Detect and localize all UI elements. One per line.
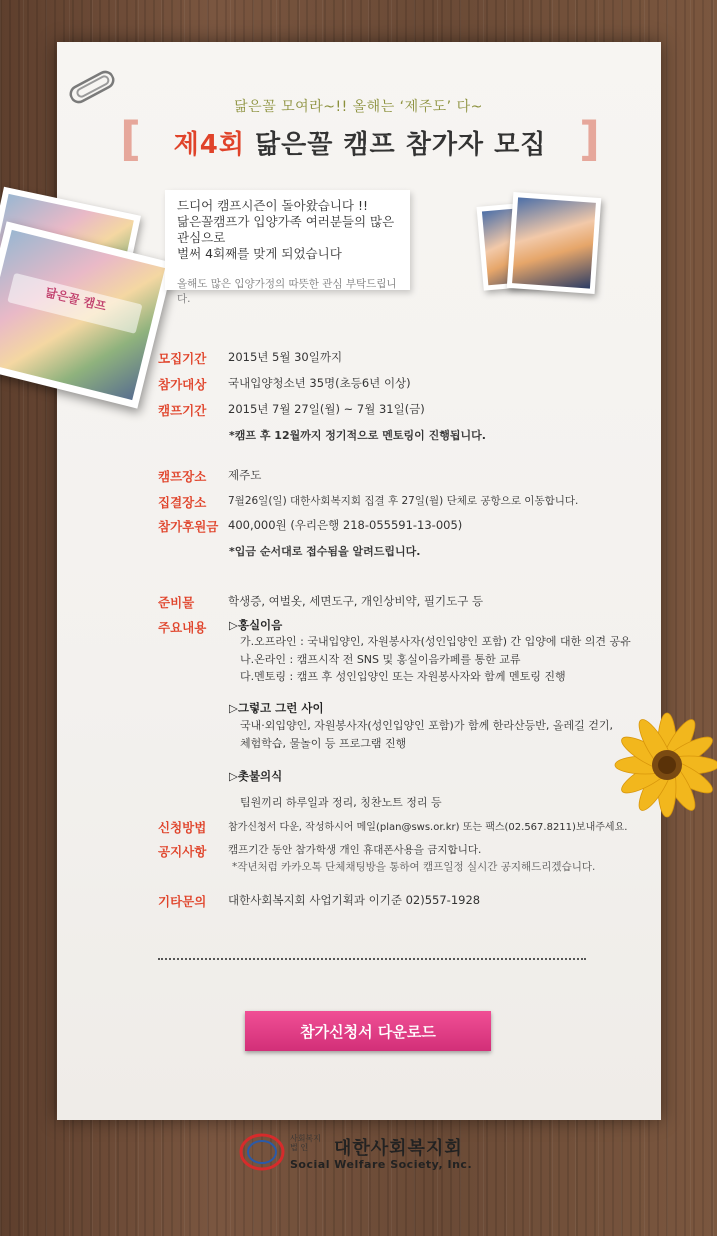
target-value: 국내입양청소년 35명(초등6년 이상) <box>228 376 411 390</box>
section-item: 체험학습, 물놀이 등 프로그램 진행 <box>240 737 407 750</box>
contact-label: 기타문의 <box>158 894 207 909</box>
intro-box <box>165 190 410 305</box>
period-label: 캠프기간 <box>158 403 207 418</box>
sunflower-icon <box>612 710 717 820</box>
camp-photo-stack-left <box>0 200 160 410</box>
bracket-right: ] <box>578 112 600 166</box>
section-item: 다.멘토링 : 캠프 후 성인입양인 또는 자원봉사자와 함께 멘토링 진행 <box>240 670 566 683</box>
section-item: 나.온라인 : 캠프시작 전 SNS 및 홍실이음카페를 통한 교류 <box>240 653 521 666</box>
fee-value: 400,000원 (우리은행 218-055591-13-005) <box>228 518 463 532</box>
section-item: 국내·외입양인, 자원봉사자(성인입양인 포함)가 함께 한라산등반, 올레길 걷기, <box>240 719 613 732</box>
prep-label: 준비물 <box>158 595 195 610</box>
subtitle: 닮은꼴 모여라~!! 올해는 ‘제주도’ 다~ <box>234 99 483 115</box>
intro-line: 닮은꼴캠프가 입양가족 여러분들의 많은 관심으로 <box>177 214 395 245</box>
recruit-value: 2015년 5월 30일까지 <box>228 350 343 364</box>
meet-value: 7월26일(일) 대한사회복지회 집결 후 27일(월) 단체로 공항으로 이동합니다. <box>228 495 579 507</box>
title-rest: 닮은꼴 캠프 참가자 모집 <box>244 130 547 160</box>
period-value: 2015년 7월 27일(월) ~ 7월 31일(금) <box>228 402 425 416</box>
fee-label: 참가후원금 <box>158 519 219 534</box>
sws-logo[interactable] <box>238 1128 498 1178</box>
contact-value: 대한사회복지회 사업기획과 이기준 02)557-1928 <box>228 893 481 907</box>
notice-label: 공지사항 <box>158 844 207 859</box>
meet-label: 집결장소 <box>158 495 207 510</box>
dotted-divider <box>158 958 586 960</box>
period-note: *캠프 후 12월까지 정기적으로 멘토링이 진행됩니다. <box>229 429 486 442</box>
title-text <box>158 124 562 161</box>
notice-note: *작년처럼 카카오톡 단체채팅방을 통하여 캠프일정 실시간 공지해드리겠습니다. <box>232 861 596 873</box>
place-label: 캠프장소 <box>158 469 207 484</box>
intro-line: 벌써 4회째를 맞게 되었습니다 <box>177 246 342 261</box>
target-label: 참가대상 <box>158 377 207 392</box>
section-head: ▷그렇고 그런 사이 <box>229 701 324 715</box>
apply-value: 참가신청서 다운, 작성하시어 메일(plan@sws.or.kr) 또는 팩스(02.567.8211)보내주세요. <box>228 822 628 833</box>
fee-note: *입금 순서대로 접수됨을 알려드립니다. <box>229 545 421 558</box>
sws-logo-icon <box>238 1132 288 1172</box>
logo-korean: 대한사회복지회 <box>334 1138 463 1159</box>
page-title <box>120 112 600 166</box>
recruit-label: 모집기간 <box>158 351 207 366</box>
photo-banner: 닮은꼴 캠프 <box>7 273 143 334</box>
bracket-left: [ <box>120 112 142 166</box>
section-item: 가.오프라인 : 국내입양인, 자원봉사자(성인입양인 포함) 간 입양에 대한 의견 공유 <box>240 635 631 648</box>
content-label: 주요내용 <box>158 620 207 635</box>
section-head: ▷홍실이음 <box>229 618 283 632</box>
logo-small-text <box>290 1134 321 1152</box>
download-application-button[interactable]: 참가신청서 다운로드 <box>245 1011 491 1051</box>
apply-label: 신청방법 <box>158 820 207 835</box>
section-item: 팀원끼리 하루일과 정리, 칭찬노트 정리 등 <box>240 796 442 809</box>
notice-value: 캠프기간 동안 참가학생 개인 휴대폰사용을 금지합니다. <box>228 844 482 856</box>
logo-english: Social Welfare Society, Inc. <box>290 1158 473 1171</box>
logo-small-1: 사회복지 <box>290 1134 321 1143</box>
section-head: ▷촛불의식 <box>229 769 283 783</box>
prep-value: 학생증, 여벌옷, 세면도구, 개인상비약, 필기도구 등 <box>228 594 484 608</box>
camp-photo-group <box>0 221 174 408</box>
place-value: 제주도 <box>228 468 262 482</box>
camp-photo-girls <box>507 192 601 294</box>
camp-photo-stack-right <box>480 195 592 295</box>
intro-line: 드디어 캠프시즌이 돌아왔습니다 !! <box>177 198 368 213</box>
title-accent: 제4회 <box>173 130 245 160</box>
logo-small-2: 법 인 <box>290 1143 308 1152</box>
intro-note: 올해도 많은 입양가정의 따뜻한 관심 부탁드립니다. <box>177 278 397 305</box>
